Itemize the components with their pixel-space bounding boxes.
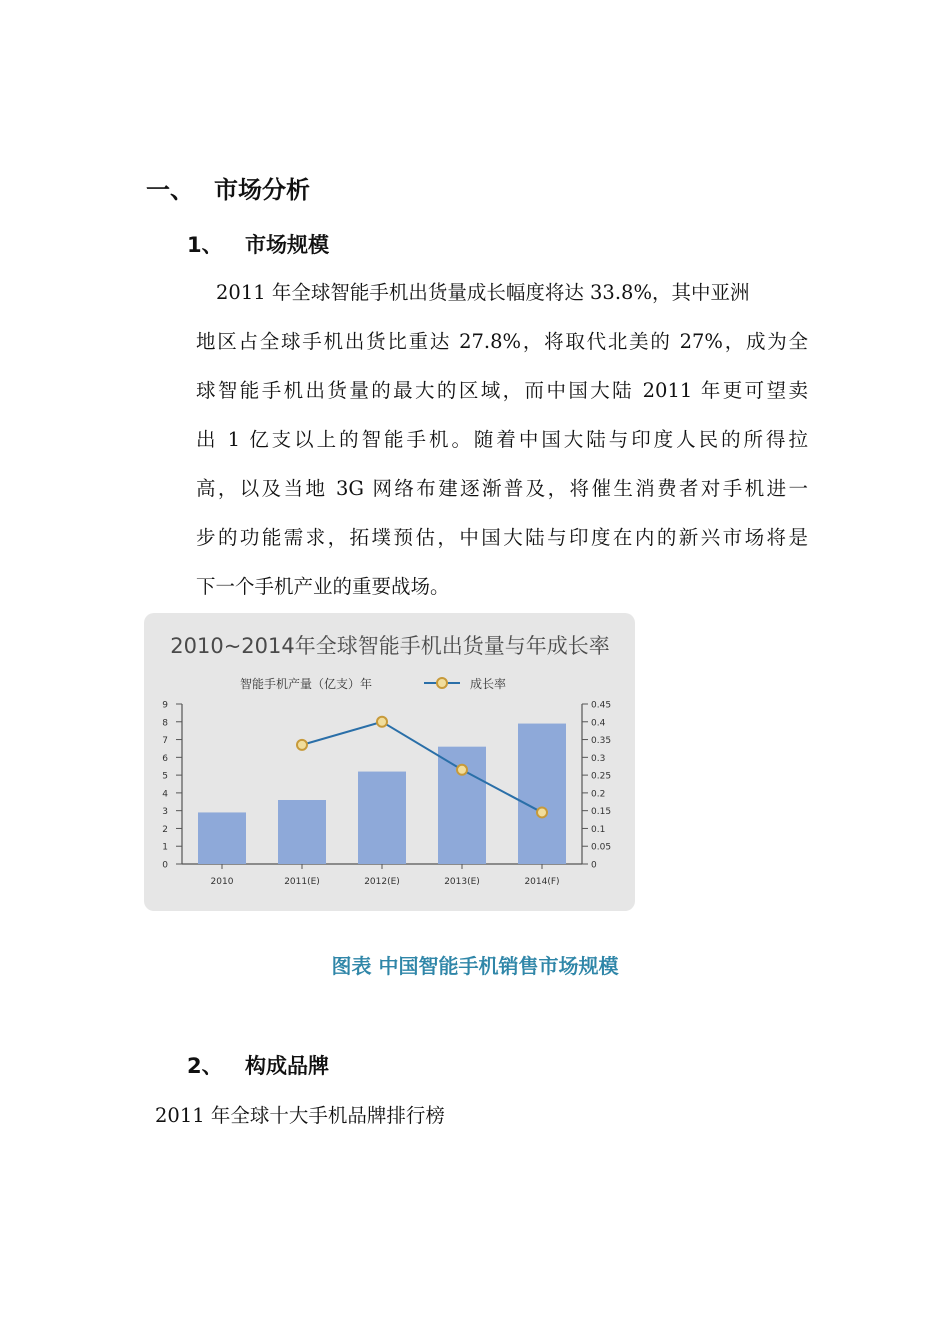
- x-tick-label: 2013(E): [444, 877, 480, 887]
- bar: [278, 800, 326, 864]
- paragraph-line: 球智能手机出货量的最大的区域，而中国大陆 2011 年更可望卖: [196, 379, 808, 402]
- paragraph-line: 地区占全球手机出货比重达 27.8%，将取代北美的 27%，成为全: [196, 330, 808, 353]
- left-tick-label: 5: [162, 771, 168, 782]
- subsection-title: 市场规模: [245, 233, 329, 257]
- subsection-number: 1、: [187, 233, 223, 257]
- subsection-heading-2: [187, 1050, 329, 1080]
- right-tick-label: 0.45: [591, 700, 612, 711]
- chart-figure: [144, 613, 635, 911]
- section-title: 市场分析: [214, 176, 310, 204]
- x-tick-label: 2011(E): [284, 877, 320, 887]
- figure-caption: 图表 中国智能手机销售市场规模: [331, 954, 619, 978]
- paragraph-line: 步的功能需求，拓墣预估，中国大陆与印度在内的新兴市场将是: [196, 526, 808, 549]
- growth-rate-point: [377, 717, 387, 727]
- right-tick-label: 0.35: [591, 736, 612, 747]
- growth-rate-point: [537, 807, 547, 817]
- subsection-number: 2、: [187, 1054, 223, 1078]
- chart-svg: [144, 613, 635, 911]
- right-tick-label: 0.4: [591, 718, 606, 729]
- legend-bar-label: 智能手机产量（亿支）年: [240, 677, 373, 691]
- bar: [518, 724, 566, 864]
- subsection-heading-1: [187, 229, 329, 259]
- x-tick-label: 2014(F): [524, 877, 560, 887]
- left-tick-label: 0: [162, 860, 168, 871]
- growth-rate-point: [457, 765, 467, 775]
- growth-rate-point: [297, 740, 307, 750]
- right-tick-label: 0.25: [591, 771, 612, 782]
- left-tick-label: 3: [162, 807, 168, 818]
- left-tick-label: 9: [162, 700, 168, 711]
- left-tick-label: 1: [162, 842, 168, 853]
- right-tick-label: 0.3: [591, 753, 606, 764]
- left-tick-label: 7: [162, 736, 168, 747]
- left-tick-label: 6: [162, 753, 168, 764]
- ranking-heading: 2011 年全球十大手机品牌排行榜: [155, 1104, 445, 1127]
- market-paragraph: [196, 268, 808, 611]
- legend-line-label: 成长率: [470, 677, 507, 691]
- x-tick-label: 2012(E): [364, 877, 400, 887]
- right-tick-label: 0.15: [591, 807, 612, 818]
- right-tick-label: 0: [591, 860, 597, 871]
- chart-title: 2010~2014年全球智能手机出货量与年成长率: [170, 634, 610, 658]
- section-heading: [146, 170, 310, 205]
- chart-legend: [237, 673, 506, 691]
- paragraph-line: 下一个手机产业的重要战场。: [196, 575, 450, 598]
- right-tick-label: 0.1: [591, 824, 606, 835]
- bar: [198, 812, 246, 864]
- chart-bars: [198, 724, 566, 864]
- paragraph-line: 2011 年全球智能手机出货量成长幅度将达 33.8%，其中亚洲: [216, 281, 750, 304]
- left-tick-label: 4: [162, 789, 168, 800]
- paragraph-line: 出 1 亿支以上的智能手机。随着中国大陆与印度人民的所得拉: [196, 428, 808, 451]
- left-tick-label: 2: [162, 824, 168, 835]
- left-tick-label: 8: [162, 718, 168, 729]
- legend-marker: [437, 678, 447, 688]
- growth-rate-line: [302, 722, 542, 813]
- subsection-title: 构成品牌: [245, 1054, 329, 1078]
- chart-line: [297, 717, 547, 818]
- bar: [358, 772, 406, 864]
- paragraph-line: 高，以及当地 3G 网络布建逐渐普及，将催生消费者对手机进一: [196, 477, 808, 500]
- x-tick-label: 2010: [210, 877, 234, 887]
- right-tick-label: 0.2: [591, 789, 606, 800]
- section-number: 一、: [146, 176, 194, 204]
- right-tick-label: 0.05: [591, 842, 612, 853]
